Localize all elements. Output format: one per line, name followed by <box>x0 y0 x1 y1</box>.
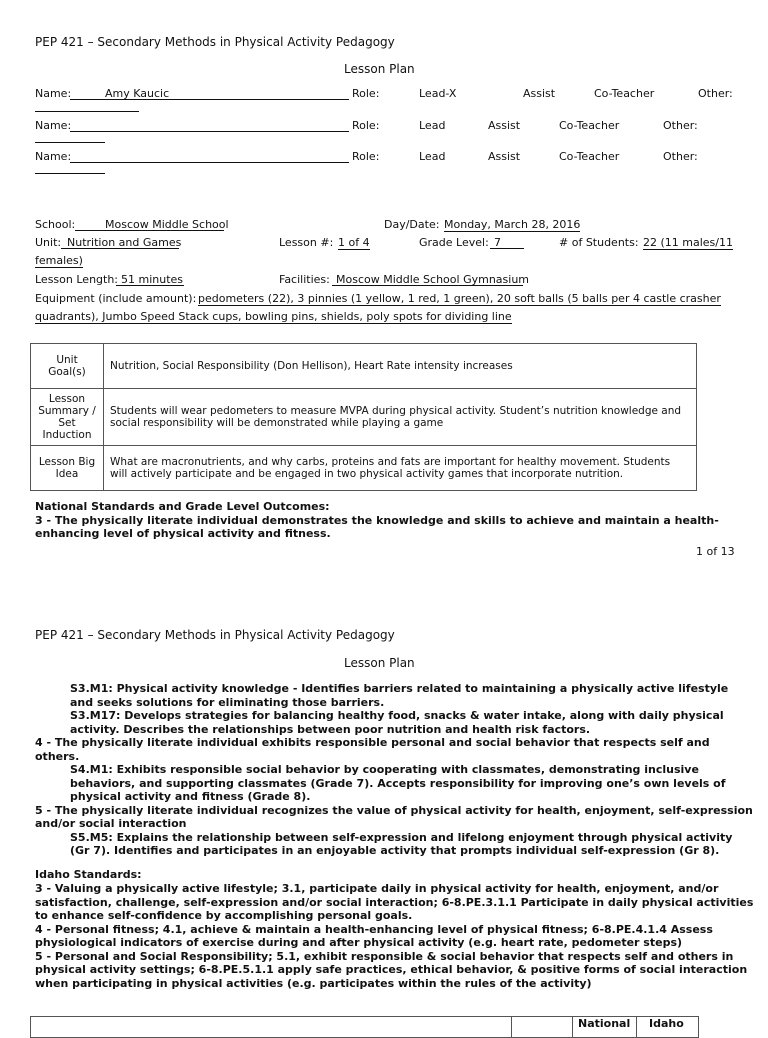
role-label: Role: <box>352 87 380 100</box>
lesson-value: 1 of 4 <box>338 236 370 249</box>
idaho-standard-line: physical activity settings; 6-8.PE.5.1.1 apply safe practices, ethical behavior, & positive forms of social interaction <box>35 963 748 976</box>
table-row-body: What are macronutrients, and why carbs, proteins and fats are important for healthy movement. Students will actively participate and be engaged in two physical activity games that incorporate nutrition. <box>104 446 697 491</box>
students-value: 22 (11 males/11 <box>643 236 733 249</box>
date-value: Monday, March 28, 2016 <box>444 218 581 231</box>
standards-heading: National Standards and Grade Level Outcomes: <box>35 500 330 513</box>
role-coteacher: Co-Teacher <box>559 150 620 163</box>
grade-label: Grade Level: <box>419 236 489 249</box>
facilities-value: Moscow Middle School Gymnasium <box>336 273 530 286</box>
lesson-label: Lesson #: <box>279 236 334 249</box>
table-row-body: Students will wear pedometers to measure MVPA during physical activity. Student’s nutrition knowledge and social responsibility will be demonstrated while playing a game <box>104 389 697 446</box>
national-standard-line: others. <box>35 749 80 763</box>
standard-3-line: 3 - The physically literate individual demonstrates the knowledge and skills to achieve and maintain a health- <box>35 514 719 527</box>
other-underline <box>35 142 105 143</box>
course-title: PEP 421 – Secondary Methods in Physical Activity Pedagogy <box>35 35 395 49</box>
table-row-head: Lesson Big Idea <box>31 446 104 491</box>
role-assist: Assist <box>488 150 521 163</box>
role-lead: Lead <box>419 150 446 163</box>
students-label: # of Students: <box>559 236 639 249</box>
name-label: Name: <box>35 119 72 132</box>
national-standard-line: and/or social interaction <box>35 817 187 830</box>
role-other: Other: <box>663 119 698 132</box>
table-divider <box>572 1017 573 1037</box>
doc-title: Lesson Plan <box>344 656 415 670</box>
page-gap <box>0 568 768 608</box>
table-head-national: National <box>578 1017 631 1030</box>
table-row <box>31 389 697 446</box>
unit-label: Unit: <box>35 236 62 249</box>
idaho-standard-line: 3 - Valuing a physically active lifestyle; 3.1, participate daily in physical activity for health, enjoyment, and/or <box>35 882 719 895</box>
standard-3-line-cont: enhancing level of physical activity and fitness. <box>35 527 331 540</box>
idaho-standard-line: satisfaction, challenge, self-expression and/or social interaction; 6-8.PE.3.1.1 Participate in daily physical activities <box>35 895 754 909</box>
grade-outcome-line: and seeks solutions for eliminating those barriers. <box>70 695 385 709</box>
table-row-body: Nutrition, Social Responsibility (Don Hellison), Heart Rate intensity increases <box>104 344 697 389</box>
national-standard-line: 5 - The physically literate individual recognizes the value of physical activity for health, enjoyment, self-expression <box>35 803 753 817</box>
grade-outcome-line: S4.M1: Exhibits responsible social behavior by cooperating with classmates, demonstrating inclusive <box>70 763 699 776</box>
table-head-idaho: Idaho <box>649 1017 684 1030</box>
name-underline <box>70 99 349 100</box>
name-underline <box>70 131 349 132</box>
name-value: Amy Kaucic <box>105 87 170 100</box>
grade-outcome-line: (Gr 7). Identifies and participates in an enjoyable activity that prompts individual self-expression (Gr 8). <box>70 844 720 857</box>
standards-table <box>30 1016 699 1038</box>
role-lead: Lead-X <box>419 87 457 100</box>
equipment-value-cont: quadrants), Jumbo Speed Stack cups, bowling pins, shields, poly spots for dividing line <box>35 310 512 323</box>
length-label: Lesson Length: <box>35 273 119 286</box>
grade-outcome-line: physical activity and fitness (Grade 8). <box>70 790 311 803</box>
name-underline <box>70 162 349 163</box>
idaho-standard-line: 4 - Personal fitness; 4.1, achieve & maintain a health-enhancing level of physical fitness; 6-8.PE.4.1.4 Assess <box>35 922 713 936</box>
doc-title: Lesson Plan <box>344 62 415 76</box>
idaho-heading: Idaho Standards: <box>35 868 142 881</box>
facilities-label: Facilities: <box>279 273 330 286</box>
table-divider <box>511 1017 512 1037</box>
school-label: School: <box>35 218 76 231</box>
lesson-table <box>30 343 697 491</box>
role-coteacher: Co-Teacher <box>559 119 620 132</box>
idaho-standard-line: 5 - Personal and Social Responsibility; 5.1, exhibit responsible & social behavior that respects self and others in <box>35 949 734 963</box>
name-label: Name: <box>35 87 72 100</box>
grade-outcome-line: activity. Describes the relationships between poor nutrition and health risk factors. <box>70 722 591 736</box>
idaho-standard-line: physiological indicators of exercise during and after physical activity (e.g. heart rate, pedometer steps) <box>35 936 683 949</box>
role-assist: Assist <box>523 87 556 100</box>
role-assist: Assist <box>488 119 521 132</box>
equipment-label: Equipment (include amount): <box>35 292 197 305</box>
grade-outcome-line: S3.M17: Develops strategies for balancing healthy food, snacks & water intake, along with daily physical <box>70 709 724 722</box>
idaho-standard-line: when participating in physical activities (e.g. participates within the rules of the activity) <box>35 976 592 990</box>
school-value: Moscow Middle School <box>105 218 229 231</box>
length-value: 51 minutes <box>121 273 184 286</box>
unit-value: Nutrition and Games <box>67 236 182 249</box>
role-lead: Lead <box>419 119 446 132</box>
table-row-head: Lesson Summary / Set Induction <box>31 389 104 446</box>
grade-outcome-line: S3.M1: Physical activity knowledge - Identifies barriers related to maintaining a physically active lifestyle <box>70 682 729 695</box>
name-label: Name: <box>35 150 72 163</box>
role-other: Other: <box>698 87 733 100</box>
other-underline <box>35 111 139 112</box>
table-row <box>31 446 697 491</box>
role-label: Role: <box>352 119 380 132</box>
role-other: Other: <box>663 150 698 163</box>
course-title: PEP 421 – Secondary Methods in Physical Activity Pedagogy <box>35 628 395 642</box>
equipment-value: pedometers (22), 3 pinnies (1 yellow, 1 red, 1 green), 20 soft balls (5 balls per 4 castle crasher <box>198 292 721 305</box>
students-value-cont: females) <box>35 254 83 267</box>
idaho-standard-line: to enhance self-confidence by accomplishing personal goals. <box>35 909 413 922</box>
role-coteacher: Co-Teacher <box>594 87 655 100</box>
table-row <box>31 344 697 389</box>
date-label: Day/Date: <box>384 218 440 231</box>
grade-outcome-line: S5.M5: Explains the relationship between self-expression and lifelong enjoyment through physical activity <box>70 830 733 844</box>
national-standard-line: 4 - The physically literate individual exhibits responsible personal and social behavior that respects self and <box>35 736 710 749</box>
other-underline <box>35 173 105 174</box>
grade-outcome-line: behaviors, and supporting classmates (Grade 7). Accepts responsibility for improving one’s own levels of <box>70 776 726 790</box>
role-label: Role: <box>352 150 380 163</box>
page-number: 1 of 13 <box>696 545 735 558</box>
grade-value: 7 <box>494 236 501 249</box>
table-row-head: Unit Goal(s) <box>31 344 104 389</box>
table-divider <box>636 1017 637 1037</box>
